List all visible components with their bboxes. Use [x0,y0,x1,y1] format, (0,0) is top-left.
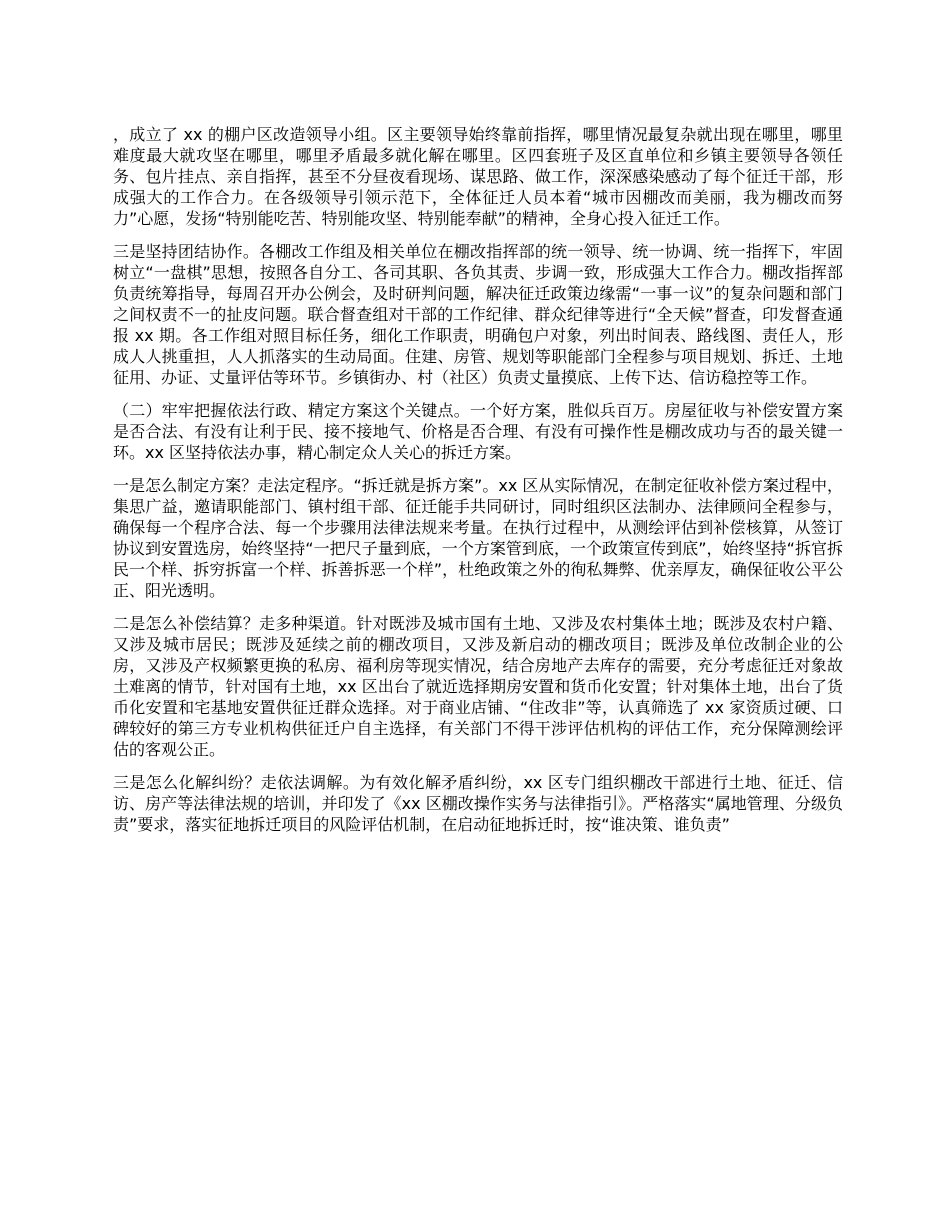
paragraph-5: 二是怎么补偿结算？走多种渠道。针对既涉及城市国有土地、又涉及农村集体土地；既涉及农村户籍、又涉及城市居民；既涉及延续之前的棚改项目，又涉及新启动的棚改项目；既涉及单位改制企业的公房，又涉及产权频繁更换的私房、福利房等现实情况，结合房地产去库存的需要，充分考虑征迁对象故土难离的情节，针对国有土地，xx 区出台了就近选择期房安置和货币化安置；针对集体土地，出台了货币化安置和宅基地安置供征迁群众选择。对于商业店铺、“住改非”等，认真筛选了 xx 家资质过硬、口碑较好的第三方专业机构供征迁户自主选择，有关部门不得干涉评估机构的评估工作，充分保障测绘评估的客观公正。 [113,614,843,759]
document-body [113,124,843,847]
paragraph-4: 一是怎么制定方案？走法定程序。“拆迁就是拆方案”。xx 区从实际情况，在制定征收补偿方案过程中，集思广益，邀请职能部门、镇村组干部、征迁能手共同研讨，同时组织区法制办、法律顾问全程参与，确保每一个程序合法、每一个步骤用法律法规来考量。在执行过程中，从测绘评估到补偿核算，从签订协议到安置选房，始终坚持“一把尺子量到底，一个方案管到底，一个政策宣传到底”，始终坚持“拆官拆民一个样、拆穷拆富一个样、拆善拆恶一个样”，杜绝政策之外的徇私舞弊、优亲厚友，确保征收公平公正、阳光透明。 [113,476,843,600]
paragraph-6: 三是怎么化解纠纷？走依法调解。为有效化解矛盾纠纷，xx 区专门组织棚改干部进行土地、征迁、信访、房产等法律法规的培训，并印发了《xx 区棚改操作实务与法律指引》。严格落实“属地管理、分级负责”要求，落实征地拆迁项目的风险评估机制，在启动征地拆迁时，按“谁决策、谁负责” [113,773,843,834]
paragraph-2: 三是坚持团结协作。各棚改工作组及相关单位在棚改指挥部的统一领导、统一协调、统一指挥下，牢固树立“一盘棋”思想，按照各自分工、各司其职、各负其责、步调一致，形成强大工作合力。棚改指挥部负责统筹指导，每周召开办公例会，及时研判问题，解决征迁政策边缘需“一事一议”的复杂问题和部门之间权责不一的扯皮问题。联合督查组对干部的工作纪律、群众纪律等进行“全天候”督查，印发督查通报 xx 期。各工作组对照目标任务，细化工作职责，明确包户对象，列出时间表、路线图、责任人，形成人人挑重担，人人抓落实的生动局面。住建、房管、规划等职能部门全程参与项目规划、拆迁、土地征用、办证、丈量评估等环节。乡镇街办、村（社区）负责丈量摸底、上传下达、信访稳控等工作。 [113,242,843,387]
paragraph-1: ，成立了 xx 的棚户区改造领导小组。区主要领导始终靠前指挥，哪里情况最复杂就出现在哪里，哪里难度最大就攻坚在哪里，哪里矛盾最多就化解在哪里。区四套班子及区直单位和乡镇主要领导各领任务、包片挂点、亲自指挥，甚至不分昼夜看现场、谋思路、做工作，深深感染感动了每个征迁干部，形成强大的工作合力。在各级领导引领示范下，全体征迁人员本着“城市因棚改而美丽，我为棚改而努力”心愿，发扬“特别能吃苦、特别能攻坚、特别能奉献”的精神，全身心投入征迁工作。 [113,125,843,228]
paragraph-3: （二）牢牢把握依法行政、精定方案这个关键点。一个好方案，胜似兵百万。房屋征收与补偿安置方案是否合法、有没有让利于民、接不接地气、价格是否合理、有没有可操作性是棚改成功与否的最关键一环。xx 区坚持依法办事，精心制定众人关心的拆迁方案。 [113,401,843,462]
